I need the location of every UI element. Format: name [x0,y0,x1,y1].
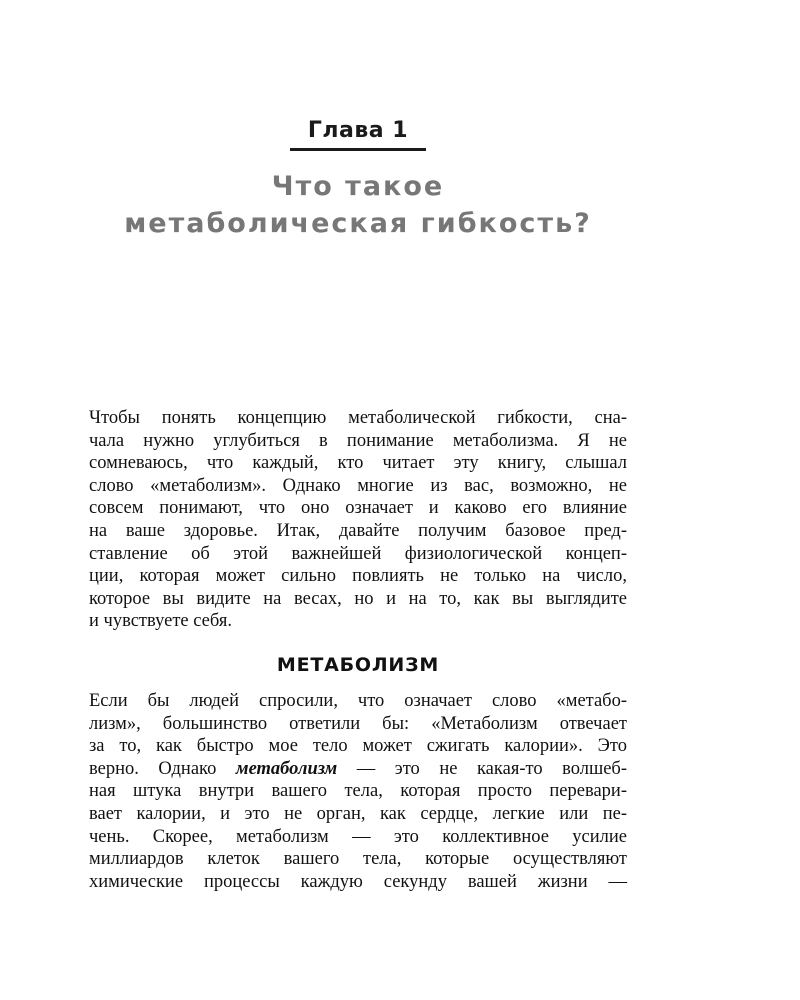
text-line: совсем понимают, что оно означает и каково его влияние [89,498,627,519]
intro-paragraph [89,407,627,633]
text-line-with-emphasis [89,758,627,781]
text-line: и чувствуете себя. [89,611,232,632]
text-line: которое вы видите на весах, но и на то, как вы выглядите [89,588,627,609]
text-line: на ваше здоровье. Итак, давайте получим базовое пред- [89,520,627,541]
text-line: лизм», большинство ответили бы: «Метаболизм отвечает [89,713,627,734]
chapter-underline [290,148,426,151]
text-line: сомневаюсь, что каждый, кто читает эту книгу, слышал [89,453,627,474]
text-line: Если бы людей спросили, что означает слово «метабо- [89,691,627,711]
chapter-title-line-2: метаболическая гибкость? [124,208,592,239]
text-line: химические процессы каждую секунду вашей жизни — [89,871,627,892]
section-heading: МЕТАБОЛИЗМ [276,654,440,676]
text-line: ции, которая может сильно повлиять не только на число, [89,566,627,587]
text-line: ставление об этой важнейшей физиологической концеп- [89,543,627,564]
chapter-title [0,168,716,242]
text-line: миллиардов клеток вашего тела, которые осуществляют [89,849,627,870]
text-line: вает калории, и это не орган, как сердце, легкие или пе- [89,803,627,824]
text-line: Чтобы понять концепцию метаболической гибкости, сна- [89,408,627,428]
text-line: за то, как быстро мое тело может сжигать калории». Это [89,736,627,757]
metabolism-paragraph [89,690,627,893]
text-line: слово «метаболизм». Однако многие из вас, возможно, не [89,475,627,496]
chapter-label: Глава 1 [307,118,409,143]
text-run: — это не какая-то волшеб- [337,758,627,779]
text-run: верно. Однако [89,758,236,779]
text-line: ная штука внутри вашего тела, которая просто перевари- [89,781,627,802]
text-line: чень. Скорее, метаболизм — это коллективное усилие [89,826,627,847]
text-line: чала нужно углубиться в понимание метаболизма. Я не [89,430,627,451]
chapter-title-line-1: Что такое [271,171,445,202]
emphasized-term: метаболизм [235,758,338,779]
